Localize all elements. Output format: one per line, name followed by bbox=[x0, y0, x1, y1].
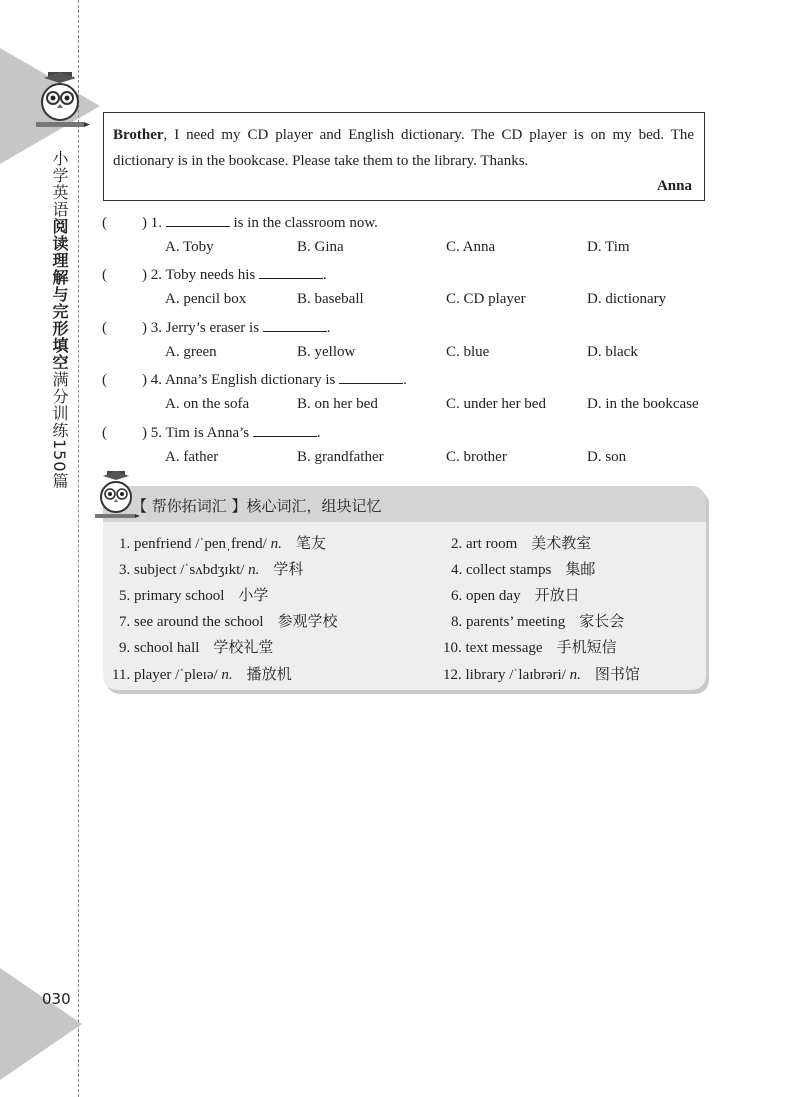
answer-blank bbox=[253, 423, 317, 437]
q5-option-b: B. grandfather bbox=[297, 449, 384, 465]
q4-option-b: B. on her bed bbox=[297, 396, 378, 412]
q1-option-b: B. Gina bbox=[297, 239, 344, 255]
q5-option-d: D. son bbox=[587, 449, 627, 465]
vocab-item: 2. art room 美术教室 bbox=[451, 534, 592, 552]
page-number: 030 bbox=[42, 990, 71, 1008]
q1-option-c: C. Anna bbox=[446, 239, 496, 255]
q4-option-d: D. in the bookcase bbox=[587, 396, 699, 412]
q1-option-a: A. Toby bbox=[165, 239, 214, 255]
vocab-item: 9. school hall 学校礼堂 bbox=[119, 638, 274, 656]
answer-blank bbox=[263, 318, 327, 332]
vocab-item: 7. see around the school 参观学校 bbox=[119, 612, 338, 630]
owl-mascot-icon bbox=[30, 70, 90, 134]
q2-option-d: D. dictionary bbox=[587, 291, 667, 307]
answer-blank bbox=[166, 213, 230, 227]
question-5: ( ) 5. Tim is Anna’s . bbox=[102, 425, 321, 441]
q3-option-b: B. yellow bbox=[297, 344, 356, 360]
book-title-vertical: 小学英语阅读理解与完形填空满分训练150篇 bbox=[50, 150, 69, 490]
vocab-title: 【 帮你拓词汇 】核心词汇，组块记忆 bbox=[132, 497, 382, 515]
letter-signature: Anna bbox=[656, 178, 692, 194]
q2-option-a: A. pencil box bbox=[165, 291, 247, 307]
q5-option-c: C. brother bbox=[446, 449, 507, 465]
q5-option-a: A. father bbox=[165, 449, 219, 465]
question-2: ( ) 2. Toby needs his . bbox=[102, 267, 327, 283]
letter-box bbox=[103, 112, 705, 201]
vocab-item: 10. text message 手机短信 bbox=[443, 638, 617, 656]
answer-blank bbox=[339, 370, 403, 384]
question-4: ( ) 4. Anna’s English dictionary is . bbox=[102, 372, 407, 388]
vocab-item: 3. subject /ˈsʌbdʒɪkt/ n. 学科 bbox=[119, 560, 304, 578]
question-3: ( ) 3. Jerry’s eraser is . bbox=[102, 320, 331, 336]
q4-option-a: A. on the sofa bbox=[165, 396, 250, 412]
q2-option-b: B. baseball bbox=[297, 291, 364, 307]
question-1: ( ) 1. is in the classroom now. bbox=[102, 215, 378, 231]
answer-blank bbox=[259, 265, 323, 279]
q2-option-c: C. CD player bbox=[446, 291, 526, 307]
q3-option-a: A. green bbox=[165, 344, 217, 360]
vocab-item: 12. library /ˈlaɪbrəri/ n. 图书馆 bbox=[443, 665, 640, 683]
q3-option-d: D. black bbox=[587, 344, 638, 360]
letter-body: Brother, I need my CD player and English dictionary. The CD player is on my bed. The dictionary is in the bookcase. Please take them to the library. Thanks. bbox=[113, 127, 694, 169]
vocab-item: 6. open day 开放日 bbox=[451, 586, 580, 604]
vocab-item: 8. parents’ meeting 家长会 bbox=[451, 612, 625, 630]
vocab-item: 4. collect stamps 集邮 bbox=[451, 560, 596, 578]
q4-option-c: C. under her bed bbox=[446, 396, 546, 412]
margin-triangle-bottom bbox=[0, 968, 82, 1080]
binding-dotted-line bbox=[78, 0, 79, 1097]
vocab-item: 11. player /ˈpleɪə/ n. 播放机 bbox=[112, 665, 292, 683]
q3-option-c: C. blue bbox=[446, 344, 490, 360]
vocab-item: 1. penfriend /ˈpenˌfrend/ n. 笔友 bbox=[119, 534, 326, 552]
vocab-item: 5. primary school 小学 bbox=[119, 586, 269, 604]
q1-option-d: D. Tim bbox=[587, 239, 630, 255]
